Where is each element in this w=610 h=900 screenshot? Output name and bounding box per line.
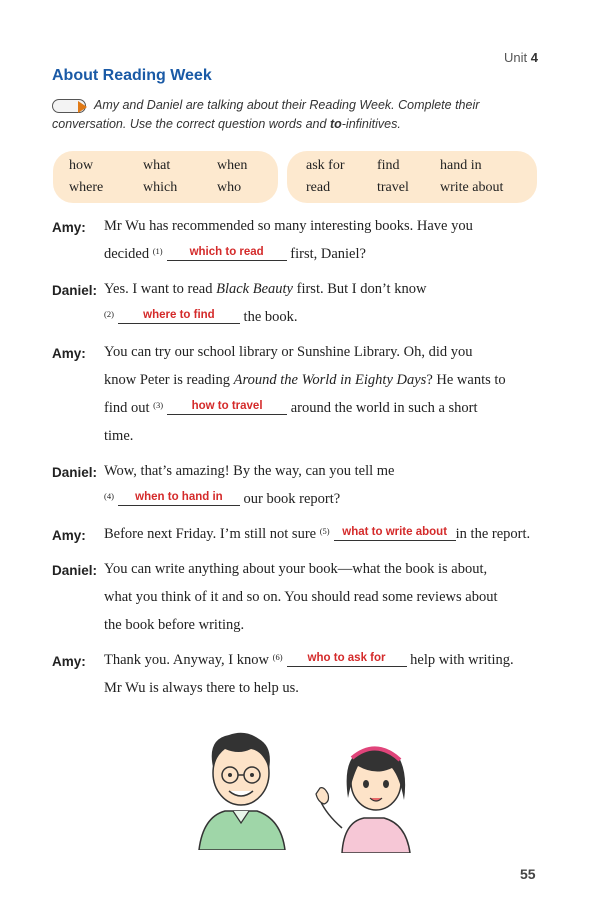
word-box-item: how [69, 158, 94, 173]
blank-number: (4) [104, 491, 114, 501]
daniel-illustration [185, 725, 295, 850]
speaker-label: Daniel: [52, 283, 98, 298]
dialogue-line: find out $^{(3)}$ $^{how to travel}$ around the world in such a short [104, 400, 478, 416]
verb-box-item: travel [377, 180, 409, 195]
dialogue-line: $^{(4)}$ $^{when to hand in}$ our book report? [104, 491, 341, 507]
dialogue-line: You can try our school library or Sunshine Library. Oh, did you [104, 344, 473, 360]
dialogue-line: Yes. I want to read Black Beauty first. But I don’t know [104, 281, 427, 297]
amy-illustration [312, 738, 422, 853]
dialogue-line: know Peter is reading Around the World in Eighty Days? He wants to [104, 372, 506, 388]
blank-number: (5) [319, 526, 330, 536]
verb-box-item: write about [440, 180, 504, 195]
unit-label: Unit 4 [504, 50, 538, 65]
speaker-label: Amy: [52, 654, 86, 669]
answer-blank[interactable]: which to read [167, 246, 287, 261]
instruction-pencil-icon [52, 99, 86, 113]
answer-blank[interactable]: what to write about [334, 526, 456, 541]
speaker-label: Amy: [52, 528, 86, 543]
dialogue-line: Mr Wu is always there to help us. [104, 680, 299, 696]
verb-box-item: ask for [306, 158, 345, 173]
speaker-label: Amy: [52, 220, 86, 235]
dialogue-line: Thank you. Anyway, I know $^{(6)}$ $^{who to ask for}$ help with writing. [104, 652, 514, 668]
section-title: About Reading Week [52, 67, 212, 84]
dialogue-line: Before next Friday. I’m still not sure $^{(5)}$ $^{what to write about}$ in the report. [104, 526, 531, 542]
word-box-item: when [217, 158, 248, 173]
answer-blank[interactable]: when to hand in [118, 491, 240, 506]
blank-number: (1) [152, 246, 163, 256]
unit-number: 4 [530, 50, 538, 65]
speaker-label: Amy: [52, 346, 86, 361]
word-box-item: who [217, 180, 242, 195]
page-number: 55 [520, 866, 536, 882]
answer-blank[interactable]: who to ask for [287, 652, 407, 667]
answer-blank[interactable]: where to find [118, 309, 240, 324]
speaker-label: Daniel: [52, 465, 98, 480]
dialogue-line: $^{(2)}$ $^{where to find}$ the book. [104, 309, 298, 325]
dialogue-line: what you think of it and so on. You should read some reviews about [104, 589, 498, 605]
verb-box-item: find [377, 158, 400, 173]
word-box-item: what [143, 158, 171, 173]
verb-box-item: read [306, 180, 331, 195]
blank-number: (3) [153, 400, 164, 410]
answer-blank[interactable]: how to travel [167, 400, 287, 415]
word-box-item: where [69, 180, 104, 195]
dialogue-line: You can write anything about your book—what the book is about, [104, 561, 488, 577]
dialogue-line: the book before writing. [104, 617, 245, 633]
dialogue-line: decided $^{(1)}$ $^{which to read}$ first, Daniel? [104, 246, 366, 262]
verb-box-item: hand in [440, 158, 482, 173]
word-box-item: which [143, 180, 178, 195]
blank-number: (2) [104, 309, 114, 319]
dialogue-line: Wow, that’s amazing! By the way, can you tell me [104, 463, 395, 479]
speaker-label: Daniel: [52, 563, 98, 578]
dialogue-line: time. [104, 428, 134, 444]
instruction: Amy and Daniel are talking about their Reading Week. Complete their conversation. Use the correct question words and to-infinitives. [52, 98, 480, 131]
dialogue-line: Mr Wu has recommended so many interesting books. Have you [104, 218, 473, 234]
blank-number: (6) [272, 652, 283, 662]
